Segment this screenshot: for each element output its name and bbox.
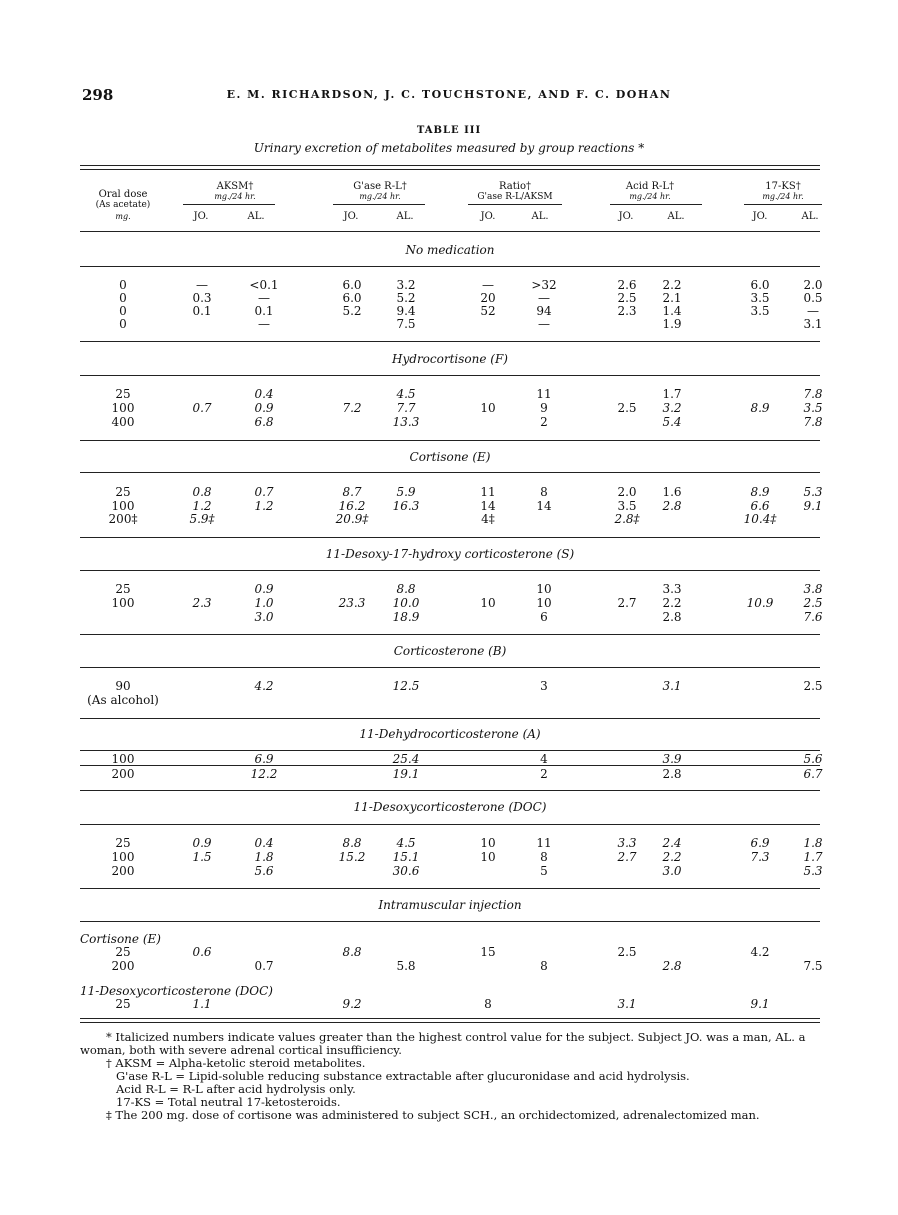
value-cell: 1.8 (254, 850, 274, 864)
section-title: Intramuscular injection (378, 898, 522, 912)
value-cell: 8 (540, 485, 548, 499)
value-cell: 9.1 (750, 997, 770, 1011)
value-cell: 2.8 (662, 767, 682, 781)
value-cell: 7.5 (396, 317, 416, 331)
value-cell: — (538, 291, 550, 305)
value-cell: 2.8 (662, 959, 682, 973)
value-cell: 1.2 (254, 499, 274, 513)
section-rule (80, 440, 820, 441)
value-cell: 7.7 (396, 401, 416, 415)
dose-cell: 200 (111, 767, 135, 781)
value-cell: 2.5 (803, 679, 823, 693)
value-cell: 5.6 (803, 752, 823, 766)
value-cell: 2 (540, 767, 548, 781)
col-dose-label: Oral dose (98, 189, 148, 200)
dose-cell: 25 (115, 582, 131, 596)
value-cell: 0.4 (254, 387, 274, 401)
col-acid: Acid R-L† (625, 181, 675, 192)
dose-cell: 25 (115, 836, 131, 850)
value-cell: 10 (536, 582, 552, 596)
value-cell: 5 (540, 864, 548, 878)
value-cell: 6.9 (254, 752, 274, 766)
value-cell: 11 (480, 485, 496, 499)
section-rule (80, 718, 820, 719)
value-cell: 5.2 (342, 304, 362, 318)
section-title: Cortisone (E) (409, 450, 491, 464)
footnote-acid: Acid R-L = R-L after acid hydrolysis only. (116, 1082, 356, 1096)
value-cell: 2.6 (617, 278, 637, 292)
value-cell: 9.2 (342, 997, 362, 1011)
footnote-double-dagger: ‡ The 200 mg. dose of cortisone was administered to subject SCH., an orchidectomized, adrenalectomized man. (106, 1108, 760, 1122)
value-cell: 10.0 (392, 596, 420, 610)
col-aksm-unit: mg./24 hr. (214, 192, 256, 201)
value-cell: 10 (480, 850, 496, 864)
value-cell: 7.3 (750, 850, 770, 864)
value-cell: 8 (484, 997, 492, 1011)
section-rule (80, 537, 820, 538)
value-cell: 0.7 (192, 401, 212, 415)
value-cell: 5.3 (803, 864, 823, 878)
value-cell: 3.9 (662, 752, 682, 766)
value-cell: 1.7 (662, 387, 682, 401)
value-cell: 2.5 (617, 945, 637, 959)
value-cell: 0.9 (254, 582, 274, 596)
value-cell: 2.8 (662, 610, 682, 624)
value-cell: 20.9‡ (335, 512, 369, 526)
value-cell: 15 (480, 945, 496, 959)
value-cell: 2.0 (617, 485, 637, 499)
value-cell: 3.3 (617, 836, 637, 850)
ks-al: AL. (801, 211, 819, 222)
value-cell: 3.5 (803, 401, 823, 415)
value-cell: >32 (531, 278, 557, 292)
value-cell: 1.5 (192, 850, 212, 864)
value-cell: 2.4 (662, 836, 682, 850)
value-cell: 6.0 (342, 278, 362, 292)
gase-underline (333, 204, 425, 205)
section-rule (80, 888, 820, 889)
value-cell: 5.8 (396, 959, 416, 973)
value-cell: 3 (540, 679, 548, 693)
col-dose-unit: mg. (115, 212, 131, 221)
value-cell: 5.6 (254, 864, 274, 878)
section-title: Hydrocortisone (F) (392, 352, 508, 366)
ratio-al: AL. (531, 211, 549, 222)
dose-cell: 100 (111, 596, 135, 610)
value-cell: 10 (480, 836, 496, 850)
value-cell: 0.4 (254, 836, 274, 850)
row-rule (80, 765, 820, 766)
value-cell: 14 (536, 499, 552, 513)
value-cell: 3.5 (750, 291, 770, 305)
value-cell: 16.2 (338, 499, 366, 513)
aksm-jo: JO. (193, 211, 209, 222)
table-top-rule (80, 165, 820, 166)
table-bottom-rule-2 (80, 1022, 820, 1023)
gase-al: AL. (396, 211, 414, 222)
value-cell: 3.5 (617, 499, 637, 513)
value-cell: 0.1 (192, 304, 212, 318)
acid-al: AL. (667, 211, 685, 222)
value-cell: 0.7 (254, 959, 274, 973)
value-cell: 3.8 (803, 582, 823, 596)
value-cell: 16.3 (392, 499, 420, 513)
dose-cell: 100 (111, 499, 135, 513)
value-cell: 0.7 (254, 485, 274, 499)
value-cell: 1.9 (662, 317, 682, 331)
section-title: 11-Dehydrocorticosterone (A) (359, 727, 541, 741)
col-dose-sub: (As acetate) (95, 200, 151, 210)
dose-cell: 100 (111, 752, 135, 766)
section-rule (80, 570, 820, 571)
ratio-jo: JO. (480, 211, 496, 222)
header-bottom-rule (80, 231, 820, 232)
value-cell: 1.2 (192, 499, 212, 513)
value-cell: 4.2 (254, 679, 274, 693)
dose-cell: 200 (111, 959, 135, 973)
value-cell: 23.3 (338, 596, 366, 610)
section-rule (80, 824, 820, 825)
value-cell: 1.7 (803, 850, 823, 864)
dose-cell: 25 (115, 945, 131, 959)
value-cell: 2.3 (192, 596, 212, 610)
im-label-cortisone: Cortisone (E) (80, 932, 161, 946)
value-cell: 9.1 (803, 499, 823, 513)
value-cell: 2.2 (662, 850, 682, 864)
col-acid-unit: mg./24 hr. (629, 192, 671, 201)
value-cell: — (538, 317, 550, 331)
section-rule (80, 341, 820, 342)
table-caption: Urinary excretion of metabolites measured by group reactions * (253, 141, 645, 155)
value-cell: 4 (540, 752, 548, 766)
footnote-asterisk: * Italicized numbers indicate values greater than the highest control value for the subject. Subject JO. was a man, AL. a woman, both with severe adrenal cortical insufficiency. (80, 1030, 806, 1057)
value-cell: 8.9 (750, 401, 770, 415)
dose-cell: 100 (111, 401, 135, 415)
value-cell: 4.5 (396, 836, 416, 850)
value-cell: 7.6 (803, 610, 823, 624)
value-cell: 2.7 (617, 596, 637, 610)
value-cell: 6 (540, 610, 548, 624)
value-cell: 6.7 (803, 767, 823, 781)
value-cell: 7.2 (342, 401, 362, 415)
dose-cell: 0 (119, 304, 127, 318)
value-cell: 3.0 (254, 610, 274, 624)
col-ratio-sub: G'ase R-L/AKSM (477, 192, 553, 202)
value-cell: 1.1 (192, 997, 212, 1011)
value-cell: 5.4 (662, 415, 682, 429)
value-cell: — (196, 278, 208, 292)
footnote-dagger: † AKSM = Alpha-ketolic steroid metabolites. (106, 1056, 366, 1070)
value-cell: 2 (540, 415, 548, 429)
17ks-underline (744, 204, 822, 205)
value-cell: 5.3 (803, 485, 823, 499)
value-cell: 8.8 (342, 836, 362, 850)
value-cell: 8 (540, 850, 548, 864)
value-cell: 20 (480, 291, 496, 305)
value-cell: 6.0 (342, 291, 362, 305)
table-top-rule-2 (80, 169, 820, 170)
value-cell: 8.8 (342, 945, 362, 959)
value-cell: 3.1 (662, 679, 682, 693)
value-cell: 2.3 (617, 304, 637, 318)
acid-jo: JO. (618, 211, 634, 222)
value-cell: 6.9 (750, 836, 770, 850)
section-rule (80, 750, 820, 751)
value-cell: 1.8 (803, 836, 823, 850)
value-cell: 2.7 (617, 850, 637, 864)
value-cell: 8.7 (342, 485, 362, 499)
ratio-underline (468, 204, 562, 205)
table-bottom-rule (80, 1018, 820, 1019)
dose-cell: 0 (119, 291, 127, 305)
value-cell: 3.2 (662, 401, 682, 415)
value-cell: 94 (536, 304, 552, 318)
running-header-authors: E. M. RICHARDSON, J. C. TOUCHSTONE, AND F. C. DOHAN (226, 88, 672, 101)
section-rule (80, 667, 820, 668)
value-cell: 0.9 (192, 836, 212, 850)
value-cell: 1.0 (254, 596, 274, 610)
value-cell: 13.3 (392, 415, 420, 429)
value-cell: 3.1 (617, 997, 637, 1011)
value-cell: 19.1 (392, 767, 420, 781)
value-cell: 25.4 (392, 752, 420, 766)
value-cell: 0.6 (192, 945, 212, 959)
value-cell: 15.2 (338, 850, 366, 864)
value-cell: 11 (536, 387, 552, 401)
col-aksm: AKSM† (216, 181, 254, 192)
value-cell: 9 (540, 401, 548, 415)
dose-cell: 400 (111, 415, 135, 429)
value-cell: 8.8 (396, 582, 416, 596)
value-cell: 8.9 (750, 485, 770, 499)
aksm-al: AL. (247, 211, 265, 222)
aksm-underline (183, 204, 275, 205)
table-label: TABLE III (416, 125, 482, 136)
value-cell: 4.2 (750, 945, 770, 959)
section-rule (80, 266, 820, 267)
acid-underline (610, 204, 702, 205)
value-cell: 2.5 (617, 291, 637, 305)
col-gase-unit: mg./24 hr. (359, 192, 401, 201)
dose-cell: 100 (111, 850, 135, 864)
value-cell: — (807, 304, 819, 318)
dose-note: (As alcohol) (87, 693, 159, 707)
value-cell: 1.4 (662, 304, 682, 318)
section-title: 11-Desoxy-17-hydroxy corticosterone (S) (325, 547, 575, 561)
section-title: 11-Desoxycorticosterone (DOC) (353, 800, 547, 814)
value-cell: 6.8 (254, 415, 274, 429)
value-cell: 2.8‡ (614, 512, 640, 526)
value-cell: 4‡ (481, 512, 495, 526)
page-number: 298 (82, 86, 114, 104)
value-cell: — (258, 317, 270, 331)
value-cell: 14 (480, 499, 496, 513)
dose-cell: 0 (119, 278, 127, 292)
dose-cell: 200‡ (108, 512, 138, 526)
footnote-gase: G'ase R-L = Lipid-soluble reducing substance extractable after glucuronidase and acid hydrolysis. (116, 1069, 690, 1083)
value-cell: 0.5 (803, 291, 823, 305)
value-cell: 10.9 (746, 596, 774, 610)
value-cell: 2.8 (662, 499, 682, 513)
section-rule (80, 634, 820, 635)
value-cell: 9.4 (396, 304, 416, 318)
value-cell: 5.2 (396, 291, 416, 305)
value-cell: 3.3 (662, 582, 682, 596)
value-cell: 7.8 (803, 387, 823, 401)
value-cell: 7.8 (803, 415, 823, 429)
value-cell: 12.2 (250, 767, 278, 781)
value-cell: 10 (480, 596, 496, 610)
value-cell: 0.1 (254, 304, 274, 318)
value-cell: 2.2 (662, 278, 682, 292)
section-title: No medication (405, 243, 495, 257)
value-cell: 6.0 (750, 278, 770, 292)
value-cell: 3.5 (750, 304, 770, 318)
value-cell: 12.5 (392, 679, 420, 693)
section-rule (80, 375, 820, 376)
value-cell: 6.6 (750, 499, 770, 513)
dose-cell: 25 (115, 997, 131, 1011)
value-cell: 0.3 (192, 291, 212, 305)
value-cell: 52 (480, 304, 496, 318)
value-cell: 5.9‡ (189, 512, 215, 526)
value-cell: 2.5 (803, 596, 823, 610)
value-cell: 10.4‡ (743, 512, 777, 526)
value-cell: 2.2 (662, 596, 682, 610)
dose-cell: 25 (115, 485, 131, 499)
value-cell: 15.1 (392, 850, 420, 864)
dose-cell: 200 (111, 864, 135, 878)
value-cell: 2.1 (662, 291, 682, 305)
value-cell: 4.5 (396, 387, 416, 401)
value-cell: 11 (536, 836, 552, 850)
value-cell: 0.8 (192, 485, 212, 499)
value-cell: 18.9 (392, 610, 420, 624)
value-cell: 30.6 (392, 864, 420, 878)
value-cell: 10 (480, 401, 496, 415)
section-rule (80, 790, 820, 791)
value-cell: 3.1 (803, 317, 823, 331)
value-cell: — (258, 291, 270, 305)
value-cell: <0.1 (249, 278, 279, 292)
dose-cell: 0 (119, 317, 127, 331)
col-17ks-unit: mg./24 hr. (762, 192, 804, 201)
value-cell: 2.0 (803, 278, 823, 292)
value-cell: 1.6 (662, 485, 682, 499)
section-title: Corticosterone (B) (393, 644, 507, 658)
col-ratio: Ratio† (499, 181, 531, 192)
value-cell: 8 (540, 959, 548, 973)
value-cell: 7.5 (803, 959, 823, 973)
value-cell: 2.5 (617, 401, 637, 415)
section-rule (80, 472, 820, 473)
dose-cell: 90 (115, 679, 131, 693)
value-cell: 3.0 (662, 864, 682, 878)
ks-jo: JO. (752, 211, 768, 222)
value-cell: 5.9 (396, 485, 416, 499)
footnote-17ks: 17-KS = Total neutral 17-ketosteroids. (116, 1095, 341, 1109)
gase-jo: JO. (343, 211, 359, 222)
value-cell: 3.2 (396, 278, 416, 292)
value-cell: 0.9 (254, 401, 274, 415)
value-cell: 10 (536, 596, 552, 610)
section-rule (80, 921, 820, 922)
col-17ks: 17-KS† (765, 181, 801, 192)
im-label-doc: 11-Desoxycorticosterone (DOC) (80, 984, 273, 998)
dose-cell: 25 (115, 387, 131, 401)
col-gase: G'ase R-L† (353, 181, 407, 192)
value-cell: — (482, 278, 494, 292)
